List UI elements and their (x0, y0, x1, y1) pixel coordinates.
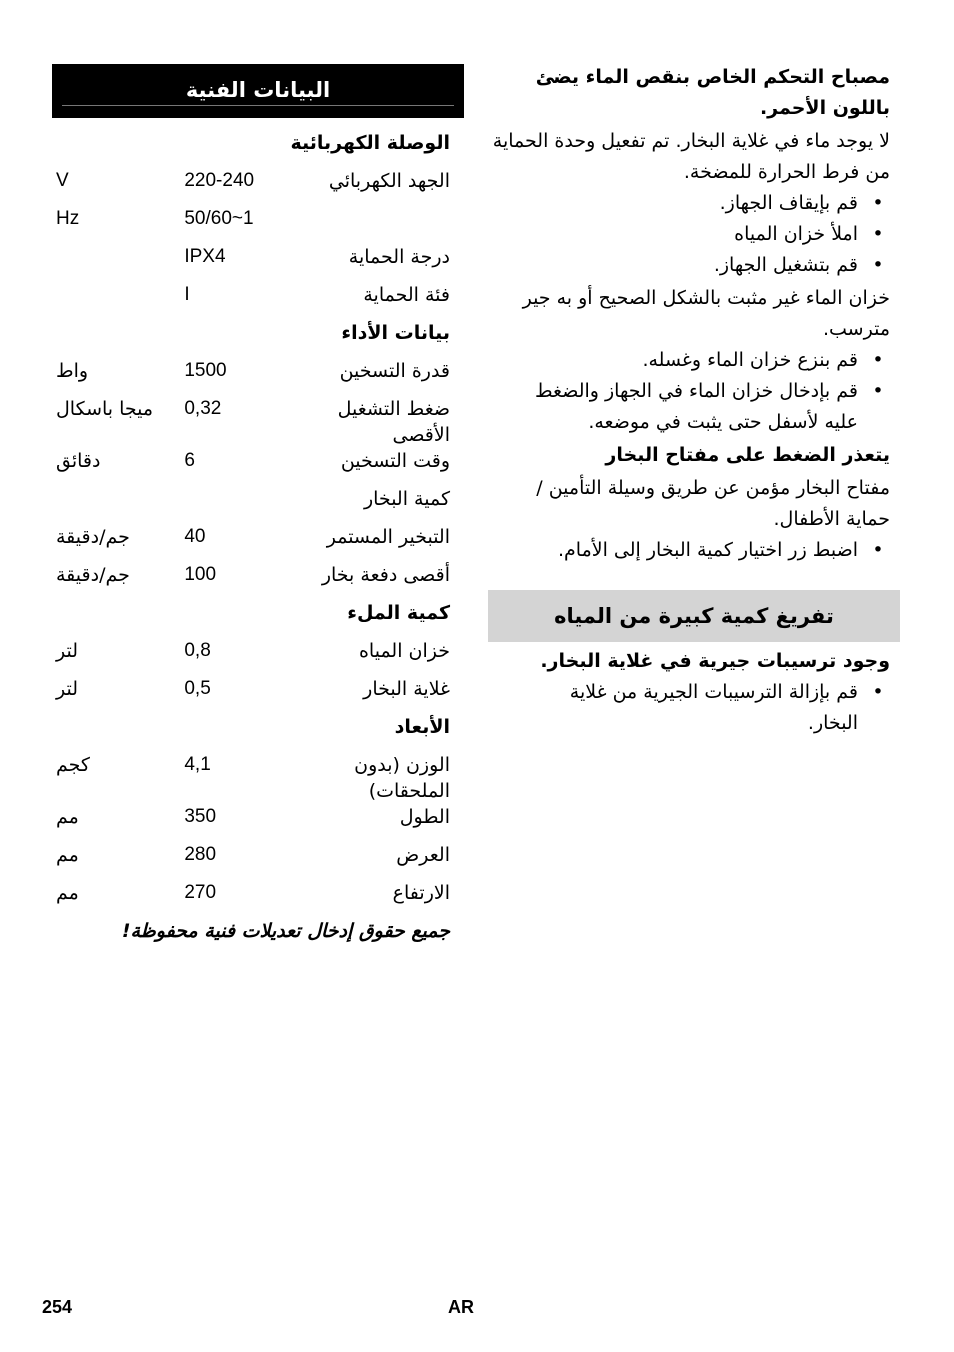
spec-value: 0,32 (184, 398, 222, 419)
spec-unit: مم (56, 806, 79, 828)
spec-value: 0,8 (184, 640, 211, 661)
spec-unit (52, 714, 176, 752)
spec-label: درجة الحماية (348, 246, 450, 268)
specs-table (52, 130, 464, 918)
tech-data-header (52, 64, 464, 116)
table-row (52, 448, 464, 486)
spec-unit: Hz (56, 208, 80, 229)
table-row (52, 804, 464, 842)
steps-limescale (490, 677, 890, 739)
table-row (52, 714, 464, 752)
steps-low-water (490, 188, 890, 281)
table-row (52, 638, 464, 676)
spec-unit: مم (56, 882, 79, 904)
spec-label: الوصلة الكهربائية (290, 132, 450, 154)
problem-steam-switch: يتعذر الضغط على مفتاح البخار (605, 444, 890, 466)
table-row (52, 168, 464, 206)
spec-unit: جم/دقيقة (56, 526, 130, 548)
spec-label: الوزن (بدون الملحقات) (354, 754, 450, 802)
spec-label: الارتفاع (392, 882, 450, 904)
spec-value: 4,1 (184, 754, 211, 775)
spec-label: الأبعاد (394, 716, 450, 738)
spec-value: 1500 (184, 360, 227, 381)
rights-note: جميع حقوق إدخال تعديلات فنية محفوظة! (121, 920, 450, 942)
spec-value (176, 486, 289, 524)
spec-unit: ميجا باسكال (56, 398, 154, 420)
table-row (52, 676, 464, 714)
header-rule (62, 105, 454, 106)
table-row (52, 206, 464, 244)
spec-unit: V (56, 170, 69, 191)
list-item: • قم بإزالة الترسيبات الجيرية من غلاية البخار. (522, 677, 890, 739)
table-row (52, 562, 464, 600)
spec-label: الجهد الكهربائي (328, 170, 450, 192)
table-row (52, 524, 464, 562)
spec-label: وقت التسخين (340, 450, 450, 472)
list-item: • قم بإدخال خزان الماء في الجهاز والضغط عليه لأسفل حتى يثبت في موضعه. (522, 376, 890, 438)
spec-label: كمية الملء (347, 602, 450, 624)
troubleshooting-column (490, 62, 890, 739)
spec-unit: دقائق (56, 450, 101, 472)
spec-label: الطول (399, 806, 450, 828)
spec-label (289, 206, 464, 244)
spec-unit (52, 130, 176, 168)
spec-unit: جم/دقيقة (56, 564, 130, 586)
spec-label: خزان المياه (358, 640, 450, 662)
spec-value: 40 (184, 526, 206, 547)
table-row (52, 282, 464, 320)
language-code: AR (448, 1297, 474, 1317)
bullet-icon: • (872, 223, 884, 245)
list-item: • قم بإيقاف الجهاز. (522, 188, 890, 219)
spec-label: كمية البخار (363, 488, 450, 510)
spec-value: 6 (184, 450, 195, 471)
spec-value: 270 (184, 882, 217, 903)
problem-low-water: مصباح التحكم الخاص بنقص الماء يضئ باللون الأحمر. (535, 66, 890, 119)
table-row (52, 600, 464, 638)
bullet-icon: • (872, 192, 884, 214)
steps-tank (490, 345, 890, 438)
steps-steam-switch (490, 535, 890, 566)
list-item: • اضبط زر اختيار كمية البخار إلى الأمام. (522, 535, 890, 566)
bullet-icon: • (872, 254, 884, 276)
cause-no-water: لا يوجد ماء في غلاية البخار. تم تفعيل وحدة الحماية من فرط الحرارة للمضخة. (492, 130, 890, 183)
tech-data-title: البيانات الفنية (185, 78, 331, 102)
bullet-icon: • (872, 539, 884, 561)
spec-value: 220-240 (184, 170, 255, 191)
table-row (52, 486, 464, 524)
spec-value: I (184, 284, 190, 305)
header-underline (52, 116, 464, 118)
spec-value (176, 320, 289, 358)
spec-value: 100 (184, 564, 217, 585)
table-row (52, 358, 464, 396)
spec-unit (52, 320, 176, 358)
spec-unit: كجم (56, 754, 90, 776)
spec-unit (52, 282, 176, 320)
spec-unit (52, 244, 176, 282)
table-row (52, 396, 464, 448)
table-row (52, 130, 464, 168)
list-item: • املأ خزان المياه (522, 219, 890, 250)
bullet-icon: • (872, 681, 884, 703)
spec-label: قدرة التسخين (339, 360, 450, 382)
bullet-icon: • (872, 349, 884, 371)
spec-unit: مم (56, 844, 79, 866)
section-heading-water-discharge: تفريغ كمية كبيرة من المياه (488, 590, 900, 642)
table-row (52, 880, 464, 918)
spec-value (176, 714, 289, 752)
list-item: • قم بتشغيل الجهاز. (522, 250, 890, 281)
cause-tank-misplaced: خزان الماء غير مثبت بالشكل الصحيح أو به جير مترسب. (522, 287, 890, 340)
spec-unit (52, 486, 176, 524)
page-number: 254 (42, 1297, 73, 1317)
spec-value (176, 600, 289, 638)
spec-label: التبخير المستمر (326, 526, 450, 548)
technical-data-column (52, 64, 464, 942)
spec-value: IPX4 (184, 246, 226, 267)
spec-label: فئة الحماية (363, 284, 450, 306)
list-item: • قم بنزع خزان الماء وغسله. (522, 345, 890, 376)
specs-body (52, 130, 464, 918)
spec-value: 280 (184, 844, 217, 865)
table-row (52, 320, 464, 358)
spec-unit: لتر (56, 678, 79, 700)
table-row (52, 842, 464, 880)
bullet-icon: • (872, 380, 884, 402)
spec-label: العرض (396, 844, 450, 866)
spec-value: 1~50/60 (184, 208, 254, 229)
cause-child-lock: مفتاح البخار مؤمن عن طريق وسيلة التأمين / حماية الأطفال. (536, 477, 890, 530)
spec-label: غلاية البخار (363, 678, 450, 700)
spec-unit: واط (56, 360, 89, 382)
spec-label: ضغط التشغيل الأقصى (337, 398, 450, 446)
spec-value: 0,5 (184, 678, 211, 699)
spec-value (176, 130, 289, 168)
spec-label: بيانات الأداء (341, 322, 450, 344)
spec-unit: لتر (56, 640, 79, 662)
spec-value: 350 (184, 806, 217, 827)
problem-limescale: وجود ترسيبات جيرية في غلاية البخار. (540, 650, 890, 672)
table-row (52, 752, 464, 804)
spec-label: أقصى دفعة بخار (321, 564, 450, 586)
spec-unit (52, 600, 176, 638)
table-row (52, 244, 464, 282)
